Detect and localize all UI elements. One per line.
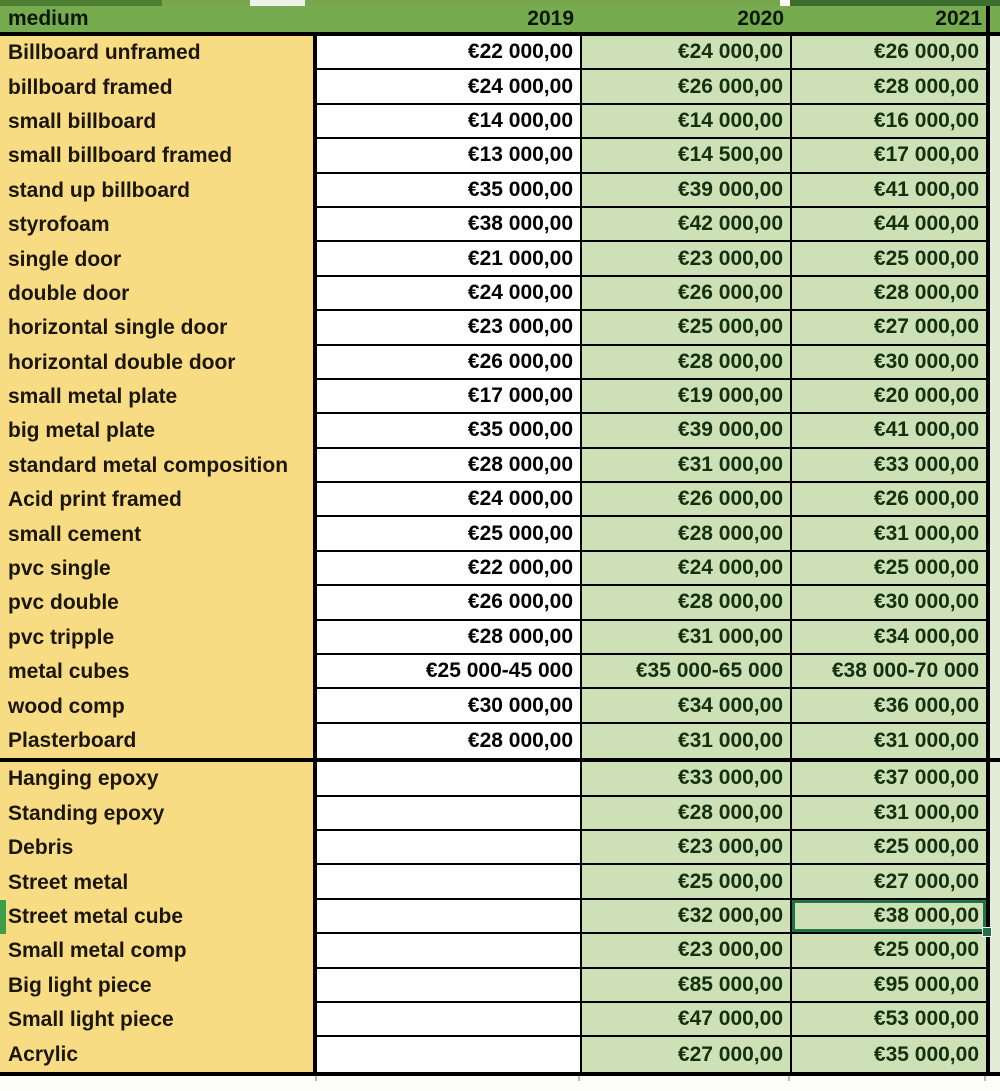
- right-gutter: [990, 277, 1000, 311]
- cell-price-2020[interactable]: €42 000,00: [580, 208, 790, 242]
- right-gutter: [990, 449, 1000, 483]
- cell-price-2019[interactable]: €28 000,00: [317, 724, 580, 758]
- cell-price-2021[interactable]: €41 000,00: [790, 174, 990, 208]
- cell-price-2020[interactable]: €19 000,00: [580, 380, 790, 414]
- cell-medium[interactable]: Street metal cube: [0, 900, 317, 934]
- cell-price-2019[interactable]: €24 000,00: [317, 277, 580, 311]
- right-gutter: [990, 242, 1000, 276]
- column-tick: [578, 1076, 580, 1081]
- right-gutter: [990, 1003, 1000, 1037]
- cell-price-2019[interactable]: €25 000-45 000: [317, 655, 580, 689]
- cell-price-2020[interactable]: €14 500,00: [580, 139, 790, 173]
- cell-price-2021[interactable]: €25 000,00: [790, 552, 990, 586]
- cell-price-2019[interactable]: €17 000,00: [317, 380, 580, 414]
- cell-price-2019[interactable]: [317, 934, 580, 968]
- table-row: [0, 586, 1000, 620]
- table-row: [0, 380, 1000, 414]
- right-gutter: [990, 380, 1000, 414]
- cell-price-2019[interactable]: [317, 797, 580, 831]
- right-gutter: [990, 586, 1000, 620]
- cell-price-2020[interactable]: €28 000,00: [580, 346, 790, 380]
- table-section-bottom: [0, 762, 1000, 1076]
- table-row: [0, 797, 1000, 831]
- right-gutter: [990, 105, 1000, 139]
- cell-price-2020[interactable]: €35 000-65 000: [580, 655, 790, 689]
- cell-price-2021[interactable]: €28 000,00: [790, 70, 990, 104]
- cell-price-2021[interactable]: €36 000,00: [790, 689, 990, 723]
- cell-price-2021[interactable]: €17 000,00: [790, 139, 990, 173]
- cell-price-2021[interactable]: €38 000,00: [790, 900, 990, 934]
- cell-medium[interactable]: small billboard framed: [0, 139, 317, 173]
- cell-price-2021[interactable]: €37 000,00: [790, 762, 990, 796]
- cell-price-2021[interactable]: €44 000,00: [790, 208, 990, 242]
- cell-price-2020[interactable]: €28 000,00: [580, 586, 790, 620]
- right-gutter: [990, 724, 1000, 758]
- cell-medium[interactable]: double door: [0, 277, 317, 311]
- table-row: [0, 483, 1000, 517]
- cell-price-2021[interactable]: €31 000,00: [790, 724, 990, 758]
- cell-price-2019[interactable]: €35 000,00: [317, 414, 580, 448]
- cell-price-2020[interactable]: €23 000,00: [580, 242, 790, 276]
- cell-price-2019[interactable]: €24 000,00: [317, 70, 580, 104]
- cell-medium[interactable]: Acid print framed: [0, 483, 317, 517]
- cell-price-2019[interactable]: €26 000,00: [317, 586, 580, 620]
- cell-price-2020[interactable]: €85 000,00: [580, 969, 790, 1003]
- table-row: [0, 724, 1000, 758]
- right-gutter: [990, 36, 1000, 70]
- table-row: [0, 208, 1000, 242]
- cell-price-2021[interactable]: €25 000,00: [790, 831, 990, 865]
- right-gutter: [990, 621, 1000, 655]
- right-gutter: [990, 934, 1000, 968]
- cell-medium[interactable]: stand up billboard: [0, 174, 317, 208]
- cell-price-2021[interactable]: €16 000,00: [790, 105, 990, 139]
- cell-medium[interactable]: single door: [0, 242, 317, 276]
- cell-price-2021[interactable]: €30 000,00: [790, 346, 990, 380]
- cell-price-2020[interactable]: €28 000,00: [580, 797, 790, 831]
- table-row: [0, 139, 1000, 173]
- cell-medium[interactable]: standard metal composition: [0, 449, 317, 483]
- cell-price-2019[interactable]: €21 000,00: [317, 242, 580, 276]
- table-row: [0, 762, 1000, 796]
- cell-medium[interactable]: small cement: [0, 517, 317, 551]
- table-row: [0, 552, 1000, 586]
- right-gutter: [990, 483, 1000, 517]
- cell-medium[interactable]: Plasterboard: [0, 724, 317, 758]
- cell-price-2020[interactable]: €23 000,00: [580, 831, 790, 865]
- cell-medium[interactable]: pvc single: [0, 552, 317, 586]
- cell-price-2019[interactable]: [317, 900, 580, 934]
- cell-price-2020[interactable]: €31 000,00: [580, 449, 790, 483]
- table-section-top: [0, 36, 1000, 762]
- cell-price-2019[interactable]: €30 000,00: [317, 689, 580, 723]
- cell-medium[interactable]: Big light piece: [0, 969, 317, 1003]
- cell-price-2020[interactable]: €39 000,00: [580, 414, 790, 448]
- table-row: [0, 621, 1000, 655]
- right-gutter: [990, 655, 1000, 689]
- right-gutter: [990, 689, 1000, 723]
- table-row: [0, 831, 1000, 865]
- header-cell-2021[interactable]: 2021: [790, 6, 990, 32]
- cell-price-2020[interactable]: €14 000,00: [580, 105, 790, 139]
- cell-medium[interactable]: Standing epoxy: [0, 797, 317, 831]
- table-row: [0, 900, 1000, 934]
- cell-price-2021[interactable]: €41 000,00: [790, 414, 990, 448]
- cell-price-2020[interactable]: €39 000,00: [580, 174, 790, 208]
- cell-price-2021[interactable]: €53 000,00: [790, 1003, 990, 1037]
- header-cell-2019[interactable]: 2019: [527, 7, 574, 30]
- cell-price-2019[interactable]: €23 000,00: [317, 311, 580, 345]
- cell-price-2021[interactable]: €33 000,00: [790, 449, 990, 483]
- cell-price-2019[interactable]: €38 000,00: [317, 208, 580, 242]
- cell-medium[interactable]: big metal plate: [0, 414, 317, 448]
- column-tick: [788, 1076, 790, 1081]
- right-gutter: [990, 70, 1000, 104]
- cell-price-2021[interactable]: €28 000,00: [790, 277, 990, 311]
- right-gutter: [990, 346, 1000, 380]
- cell-price-2021[interactable]: €27 000,00: [790, 311, 990, 345]
- right-gutter: [990, 865, 1000, 899]
- column-tick: [984, 1076, 986, 1081]
- cell-price-2021[interactable]: €27 000,00: [790, 865, 990, 899]
- header-cell-2020[interactable]: 2020: [737, 7, 784, 30]
- cell-price-2021[interactable]: €30 000,00: [790, 586, 990, 620]
- table-row: [0, 174, 1000, 208]
- right-gutter: [990, 517, 1000, 551]
- cell-medium[interactable]: Small light piece: [0, 1003, 317, 1037]
- cell-price-2020[interactable]: €25 000,00: [580, 865, 790, 899]
- cell-price-2019[interactable]: [317, 831, 580, 865]
- table-row: [0, 934, 1000, 968]
- right-gutter: [990, 1037, 1000, 1071]
- cell-medium[interactable]: horizontal double door: [0, 346, 317, 380]
- cell-price-2021[interactable]: €26 000,00: [790, 483, 990, 517]
- table-row: [0, 346, 1000, 380]
- cell-price-2021[interactable]: €25 000,00: [790, 242, 990, 276]
- header-gutter: [990, 6, 1000, 32]
- table-row: [0, 70, 1000, 104]
- table-row: [0, 277, 1000, 311]
- cell-price-2021[interactable]: €31 000,00: [790, 797, 990, 831]
- cell-price-2020[interactable]: €26 000,00: [580, 277, 790, 311]
- cell-medium[interactable]: metal cubes: [0, 655, 317, 689]
- cell-price-2019[interactable]: [317, 969, 580, 1003]
- cell-price-2021[interactable]: €38 000-70 000: [790, 655, 990, 689]
- cell-price-2019[interactable]: [317, 1003, 580, 1037]
- cell-medium[interactable]: small metal plate: [0, 380, 317, 414]
- cell-medium[interactable]: billboard framed: [0, 70, 317, 104]
- cell-price-2021[interactable]: €25 000,00: [790, 934, 990, 968]
- cell-price-2021[interactable]: €34 000,00: [790, 621, 990, 655]
- cell-medium[interactable]: Debris: [0, 831, 317, 865]
- cell-price-2020[interactable]: €25 000,00: [580, 311, 790, 345]
- cell-price-2019[interactable]: €35 000,00: [317, 174, 580, 208]
- cell-medium[interactable]: Hanging epoxy: [0, 762, 317, 796]
- cell-price-2019[interactable]: €26 000,00: [317, 346, 580, 380]
- cell-price-2020[interactable]: €34 000,00: [580, 689, 790, 723]
- right-gutter: [990, 311, 1000, 345]
- cell-medium[interactable]: Acrylic: [0, 1037, 317, 1071]
- cell-price-2021[interactable]: €95 000,00: [790, 969, 990, 1003]
- cell-price-2021[interactable]: €35 000,00: [790, 1037, 990, 1071]
- column-tick: [315, 1076, 317, 1081]
- cell-price-2020[interactable]: €26 000,00: [580, 70, 790, 104]
- right-gutter: [990, 174, 1000, 208]
- header-cell-medium[interactable]: medium: [8, 7, 89, 30]
- cell-price-2020[interactable]: €24 000,00: [580, 36, 790, 70]
- right-gutter: [990, 139, 1000, 173]
- table-row: [0, 865, 1000, 899]
- cell-price-2019[interactable]: €13 000,00: [317, 139, 580, 173]
- cell-price-2019[interactable]: [317, 1037, 580, 1071]
- cell-price-2020[interactable]: €23 000,00: [580, 934, 790, 968]
- table-row: [0, 1037, 1000, 1071]
- bottom-gutter: [0, 1076, 1000, 1091]
- right-gutter: [990, 762, 1000, 796]
- cell-price-2020[interactable]: €32 000,00: [580, 900, 790, 934]
- cell-price-2019[interactable]: €28 000,00: [317, 621, 580, 655]
- table-row: [0, 242, 1000, 276]
- cell-price-2019[interactable]: €28 000,00: [317, 449, 580, 483]
- cell-price-2020[interactable]: €27 000,00: [580, 1037, 790, 1071]
- cell-price-2020[interactable]: €24 000,00: [580, 552, 790, 586]
- table-row: [0, 105, 1000, 139]
- table-row: [0, 36, 1000, 70]
- cell-medium[interactable]: styrofoam: [0, 208, 317, 242]
- cell-price-2019[interactable]: [317, 762, 580, 796]
- right-gutter: [990, 969, 1000, 1003]
- table-row: [0, 517, 1000, 551]
- table-row: [0, 689, 1000, 723]
- cell-price-2020[interactable]: €28 000,00: [580, 517, 790, 551]
- cell-price-2019[interactable]: [317, 865, 580, 899]
- cell-price-2019[interactable]: €25 000,00: [317, 517, 580, 551]
- cell-medium[interactable]: pvc double: [0, 586, 317, 620]
- cell-price-2020[interactable]: €33 000,00: [580, 762, 790, 796]
- table-row: [0, 969, 1000, 1003]
- table-row: [0, 311, 1000, 345]
- cell-price-2019[interactable]: €22 000,00: [317, 36, 580, 70]
- cell-price-2020[interactable]: €47 000,00: [580, 1003, 790, 1037]
- right-gutter: [990, 208, 1000, 242]
- right-gutter: [990, 414, 1000, 448]
- cell-price-2020[interactable]: €31 000,00: [580, 621, 790, 655]
- cell-price-2019[interactable]: €24 000,00: [317, 483, 580, 517]
- cell-price-2019[interactable]: €22 000,00: [317, 552, 580, 586]
- right-gutter: [990, 797, 1000, 831]
- cell-price-2021[interactable]: €20 000,00: [790, 380, 990, 414]
- table-row: [0, 449, 1000, 483]
- cell-price-2021[interactable]: €31 000,00: [790, 517, 990, 551]
- table-row: [0, 414, 1000, 448]
- right-gutter: [990, 552, 1000, 586]
- cell-medium[interactable]: Billboard unframed: [0, 36, 317, 70]
- cell-medium[interactable]: Small metal comp: [0, 934, 317, 968]
- cell-price-2021[interactable]: €26 000,00: [790, 36, 990, 70]
- cell-medium[interactable]: small billboard: [0, 105, 317, 139]
- cell-medium[interactable]: horizontal single door: [0, 311, 317, 345]
- cell-medium[interactable]: Street metal: [0, 865, 317, 899]
- cell-medium[interactable]: wood comp: [0, 689, 317, 723]
- right-gutter: [990, 831, 1000, 865]
- cell-medium[interactable]: pvc tripple: [0, 621, 317, 655]
- cell-price-2019[interactable]: €14 000,00: [317, 105, 580, 139]
- table-row: [0, 1003, 1000, 1037]
- cell-price-2020[interactable]: €31 000,00: [580, 724, 790, 758]
- header-row: [0, 6, 1000, 36]
- cell-price-2020[interactable]: €26 000,00: [580, 483, 790, 517]
- table-row: [0, 655, 1000, 689]
